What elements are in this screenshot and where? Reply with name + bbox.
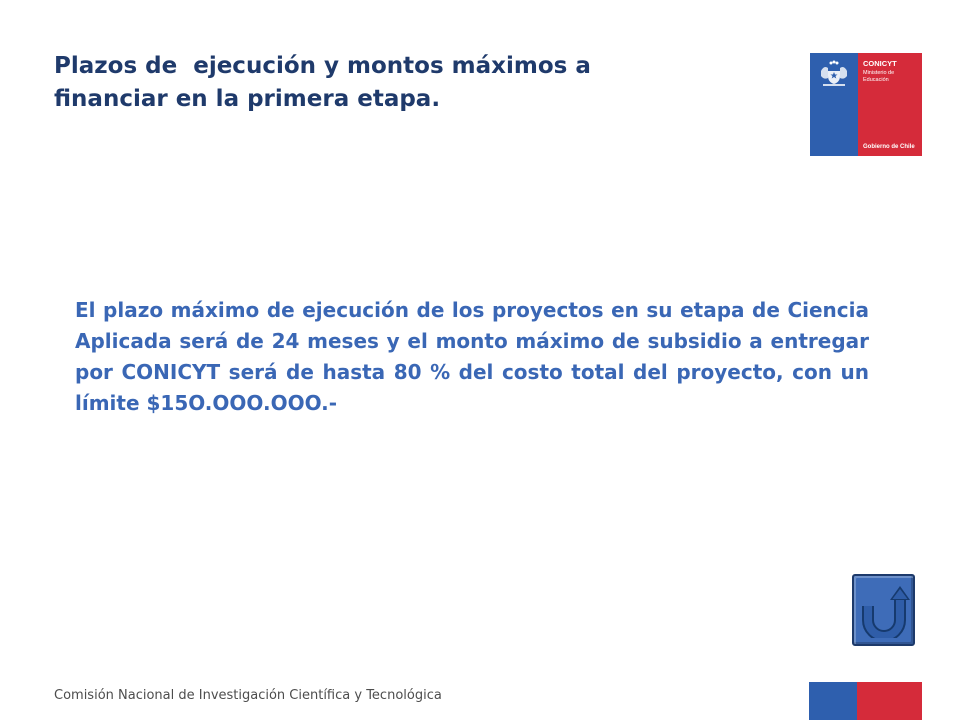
slide-title <box>54 50 734 116</box>
coat-of-arms-icon <box>817 59 851 89</box>
flag-blue-segment <box>809 682 857 720</box>
flag-red-segment <box>857 682 922 720</box>
footer-institution-name: Comisión Nacional de Investigación Científica y Tecnológica <box>54 688 442 703</box>
logo-government: Gobierno de Chile <box>863 144 915 150</box>
logo-name: CONICYT <box>863 59 897 68</box>
conicyt-logo <box>810 53 922 156</box>
logo-red-panel <box>858 53 922 156</box>
back-button[interactable] <box>852 574 915 646</box>
slide-title-line-1: Plazos de ejecución y montos máximos a <box>54 53 591 79</box>
body-paragraph: El plazo máximo de ejecución de los proyectos en su etapa de Ciencia Aplicada será de 24 meses y el monto máximo de subsidio a entregar por CONICYT será de hasta 80 % del costo total del proyecto, con un límite $15O.OOO.OOO.- <box>75 298 869 415</box>
flag-bar <box>809 682 922 720</box>
slide-title-line-2: financiar en la primera etapa. <box>54 86 441 112</box>
logo-blue-panel <box>810 53 858 156</box>
u-turn-arrow-icon <box>858 584 910 638</box>
logo-ministry: Ministerio de Educación <box>863 70 895 83</box>
